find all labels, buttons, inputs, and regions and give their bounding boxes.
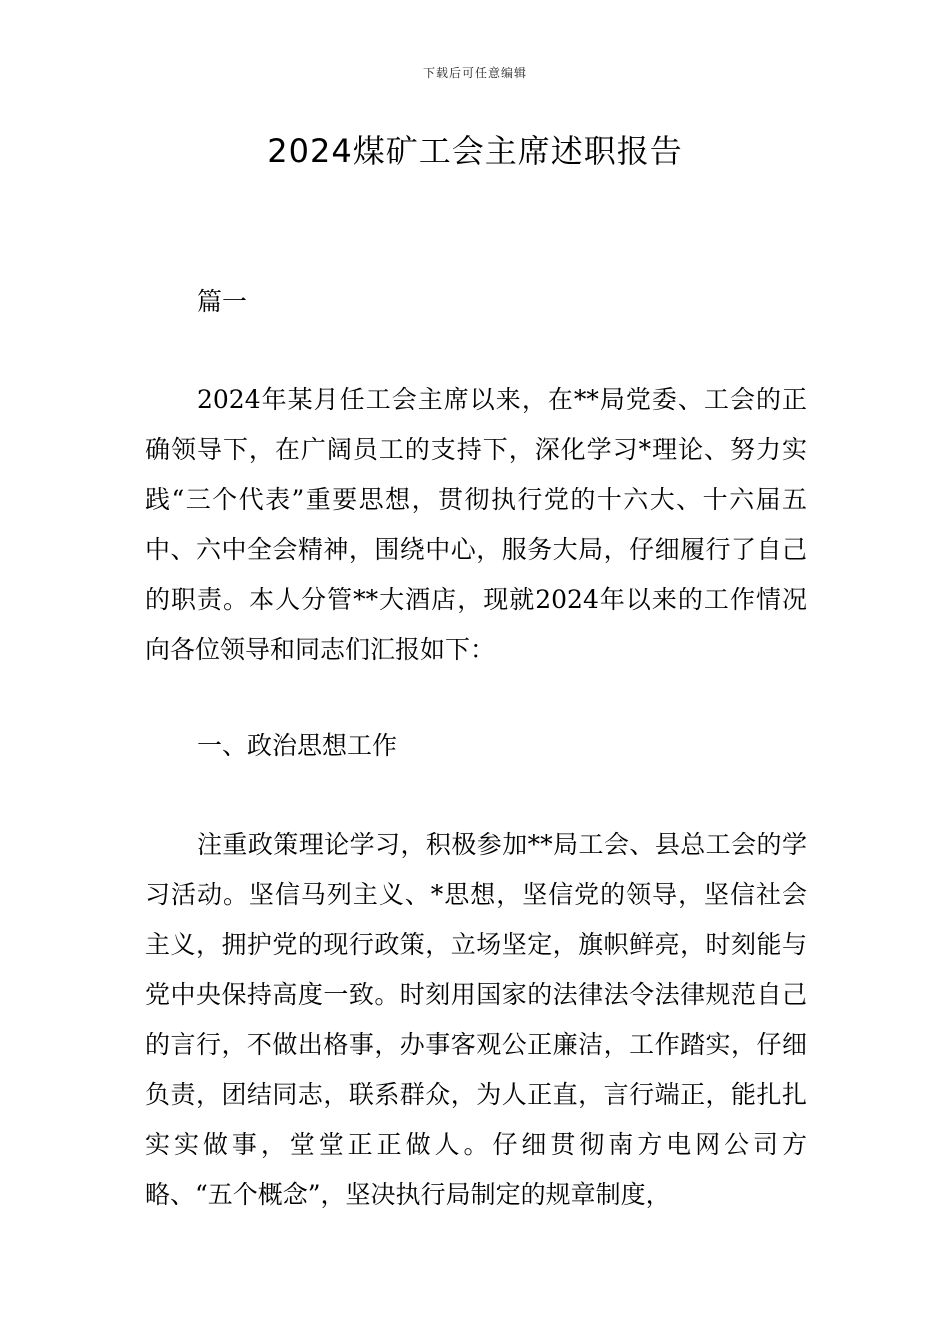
section-label: 篇一 xyxy=(197,287,248,316)
header-note: 下载后可任意编辑 xyxy=(422,66,527,80)
section-heading-political-work: 一、政治思想工作 xyxy=(197,731,398,760)
paragraph-political-work: 注重政策理论学习，积极参加**局工会、县总工会的学习活动。坚信马列主义、*思想，坚信党的领导，坚信社会主义，拥护党的现行政策，立场坚定，旗帜鲜亮，时刻能与党中央保持高度一致。时刻用国家的法律法令法律规范自己的言行，不做出格事，办事客观公正廉洁，工作踏实，仔细负责，团结同志，联系群众，为人正直，言行端正，能扎扎实实做事，堂堂正正做人。仔细贯彻南方电网公司方略、“五个概念”，坚决执行局制定的规章制度， xyxy=(145,830,807,1209)
document-title: 2024煤矿工会主席述职报告 xyxy=(267,132,683,170)
paragraph-intro: 2024年某月任工会主席以来，在**局党委、工会的正确领导下，在广阔员工的支持下，深化学习*理论、努力实践“三个代表”重要思想，贯彻执行党的十六大、十六届五中、六中全会精神，围绕中心，服务大局，仔细履行了自己的职责。本人分管**大酒店，现就2024年以来的工作情况向各位领导和同志们汇报如下： xyxy=(145,385,807,664)
